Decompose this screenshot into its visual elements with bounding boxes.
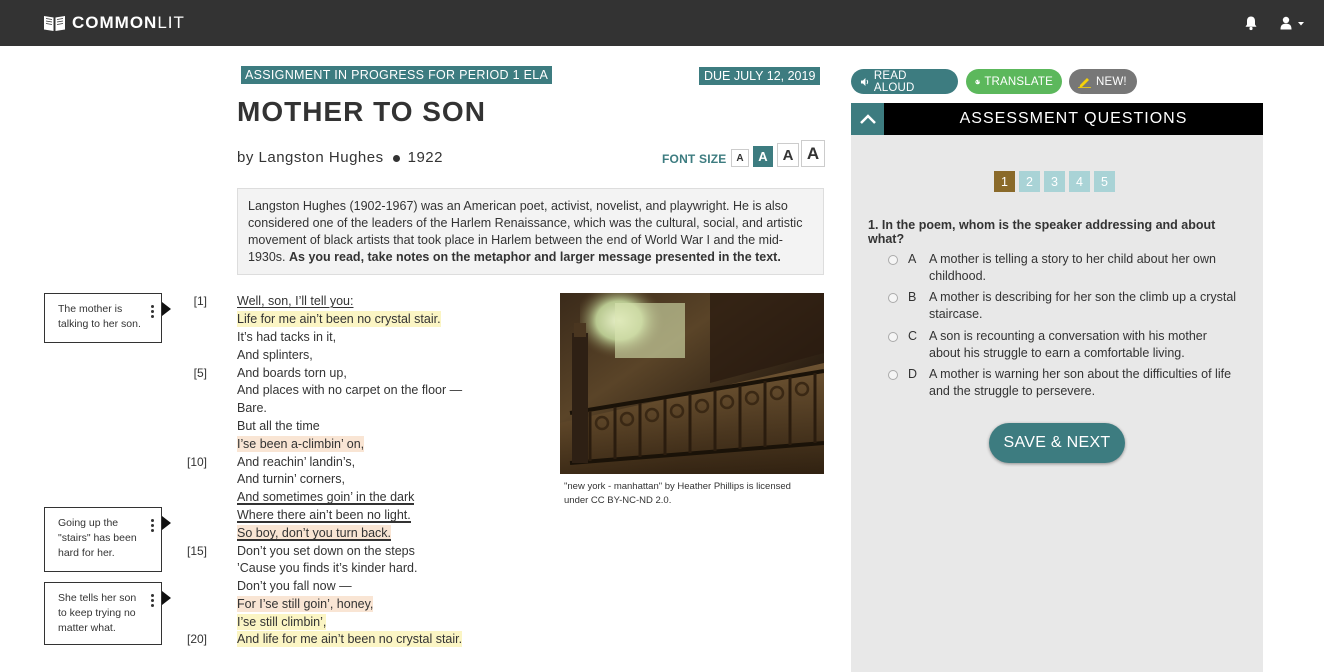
option-letter: C — [908, 329, 918, 343]
bell-icon[interactable] — [1244, 15, 1258, 31]
option-letter: D — [908, 367, 918, 381]
radio-button[interactable] — [888, 293, 898, 303]
assessment-header — [851, 103, 1263, 135]
question-number-5[interactable]: 5 — [1094, 171, 1115, 192]
new-feature-button[interactable]: NEW! — [1069, 69, 1137, 94]
due-date-badge: DUE JULY 12, 2019 — [699, 67, 820, 85]
kebab-menu-icon[interactable] — [151, 519, 154, 534]
open-book-icon — [43, 14, 66, 32]
assessment-panel — [851, 103, 1263, 672]
introduction-box — [237, 188, 824, 275]
poem-line[interactable]: So boy, don’t you turn back. — [237, 526, 392, 540]
annotation-note[interactable] — [44, 293, 162, 343]
kebab-menu-icon[interactable] — [151, 305, 154, 320]
pointer-arrow-icon — [162, 302, 171, 316]
font-size-xlarge-button[interactable]: A — [801, 140, 825, 167]
font-size-large-button[interactable]: A — [777, 143, 799, 167]
author: by Langston Hughes — [237, 149, 384, 166]
poem-line[interactable]: And boards torn up, — [237, 366, 347, 380]
annotation-note[interactable] — [44, 507, 162, 572]
read-aloud-button[interactable]: READ ALOUD — [851, 69, 958, 94]
line-number: [20] — [186, 632, 207, 646]
line-number: [10] — [186, 455, 207, 469]
option-letter: A — [908, 252, 917, 266]
annotation-text: She tells her son to keep trying no matter what. — [58, 592, 137, 634]
intro-instruction: As you read, take notes on the metaphor and larger message presented in the text. — [289, 250, 781, 264]
poem-line[interactable]: But all the time — [237, 419, 320, 433]
poem-line[interactable]: It’s had tacks in it, — [237, 330, 337, 344]
caret-down-icon — [1296, 16, 1306, 30]
option-text: A mother is telling a story to her child about her own childhood. — [929, 252, 1216, 283]
poem-line[interactable]: For I’se still goin’, honey, — [237, 597, 374, 611]
user-menu[interactable] — [1280, 15, 1306, 31]
font-size-label: FONT SIZE — [662, 152, 727, 166]
pointer-arrow-icon — [162, 591, 171, 605]
line-number: [5] — [193, 366, 207, 380]
poem-line[interactable]: I’se still climbin’, — [237, 615, 327, 629]
top-navbar — [0, 0, 1324, 46]
question-number-2[interactable]: 2 — [1019, 171, 1040, 192]
font-size-small-button[interactable]: A — [731, 149, 749, 167]
save-and-next-button[interactable]: SAVE & NEXT — [989, 423, 1125, 463]
option-text: A son is recounting a conversation with his mother about his struggle to earn a comfortable living. — [929, 329, 1207, 360]
poem-line[interactable]: And reachin’ landin’s, — [237, 455, 356, 469]
radio-button[interactable] — [888, 255, 898, 265]
globe-icon — [975, 77, 980, 87]
option-letter: B — [908, 290, 917, 304]
pencil-highlighter-icon — [1078, 76, 1092, 88]
question-number-4[interactable]: 4 — [1069, 171, 1090, 192]
annotation-note[interactable] — [44, 582, 162, 645]
question-text: 1. In the poem, whom is the speaker addressing and about what? — [868, 218, 1216, 246]
font-size-medium-button[interactable]: A — [753, 146, 773, 167]
collapse-panel-button[interactable] — [851, 103, 884, 135]
radio-button[interactable] — [888, 332, 898, 342]
pointer-arrow-icon — [162, 516, 171, 530]
chevron-up-icon — [859, 113, 877, 125]
logo-text: COMMONLIT — [72, 13, 185, 32]
bullet-separator — [393, 155, 400, 162]
annotation-text: The mother is talking to her son. — [58, 303, 141, 330]
speaker-icon — [860, 77, 870, 87]
kebab-menu-icon[interactable] — [151, 594, 154, 609]
poem-line[interactable]: And places with no carpet on the floor — — [237, 383, 463, 397]
option-text: A mother is warning her son about the difficulties of life and the struggle to persevere. — [929, 367, 1232, 398]
staircase-photo — [560, 293, 824, 474]
line-number: [15] — [186, 544, 207, 558]
poem-line[interactable]: And sometimes goin’ in the dark — [237, 490, 415, 504]
poem-line[interactable]: Don’t you set down on the steps — [237, 544, 415, 558]
user-icon — [1280, 16, 1292, 30]
poem-line[interactable]: Life for me ain’t been no crystal stair. — [237, 312, 441, 326]
poem-line[interactable]: Bare. — [237, 401, 267, 415]
poem-line[interactable]: Where there ain’t been no light. — [237, 508, 411, 522]
option-text: A mother is describing for her son the climb up a crystal staircase. — [929, 290, 1237, 321]
poem-line[interactable]: I’se been a-climbin’ on, — [237, 437, 365, 451]
assignment-status-badge: ASSIGNMENT IN PROGRESS FOR PERIOD 1 ELA — [241, 66, 552, 84]
poem-line[interactable]: And life for me ain’t been no crystal stair. — [237, 632, 463, 646]
line-number: [1] — [193, 294, 207, 308]
radio-button[interactable] — [888, 370, 898, 380]
image-caption: "new york - manhattan" by Heather Phillips is licensed under CC BY-NC-ND 2.0. — [564, 481, 791, 506]
poem-line[interactable]: And turnin’ corners, — [237, 472, 345, 486]
commonlit-logo[interactable] — [43, 13, 185, 33]
assessment-title: ASSESSMENT QUESTIONS — [959, 110, 1188, 127]
byline — [237, 149, 443, 166]
poem-line[interactable]: Well, son, I’ll tell you: — [237, 294, 354, 308]
intro-text: Langston Hughes (1902-1967) was an American poet, activist, novelist, and playwright. He is also considered one of the leaders of the Harlem Renaissance, which was the cultural, social, and artistic movement of black artists that took place in Harlem between the end of World War I and the mid-1930s. — [248, 199, 803, 264]
poem-line[interactable]: Don’t you fall now — — [237, 579, 352, 593]
question-number-1[interactable]: 1 — [994, 171, 1015, 192]
poem-line[interactable]: ’Cause you finds it’s kinder hard. — [237, 561, 418, 575]
poem-line[interactable]: And splinters, — [237, 348, 313, 362]
annotation-text: Going up the "stairs" has been hard for her. — [58, 517, 137, 559]
year: 1922 — [407, 149, 443, 166]
page-title: MOTHER TO SON — [237, 96, 486, 127]
question-number-3[interactable]: 3 — [1044, 171, 1065, 192]
translate-button[interactable]: TRANSLATE — [966, 69, 1062, 94]
